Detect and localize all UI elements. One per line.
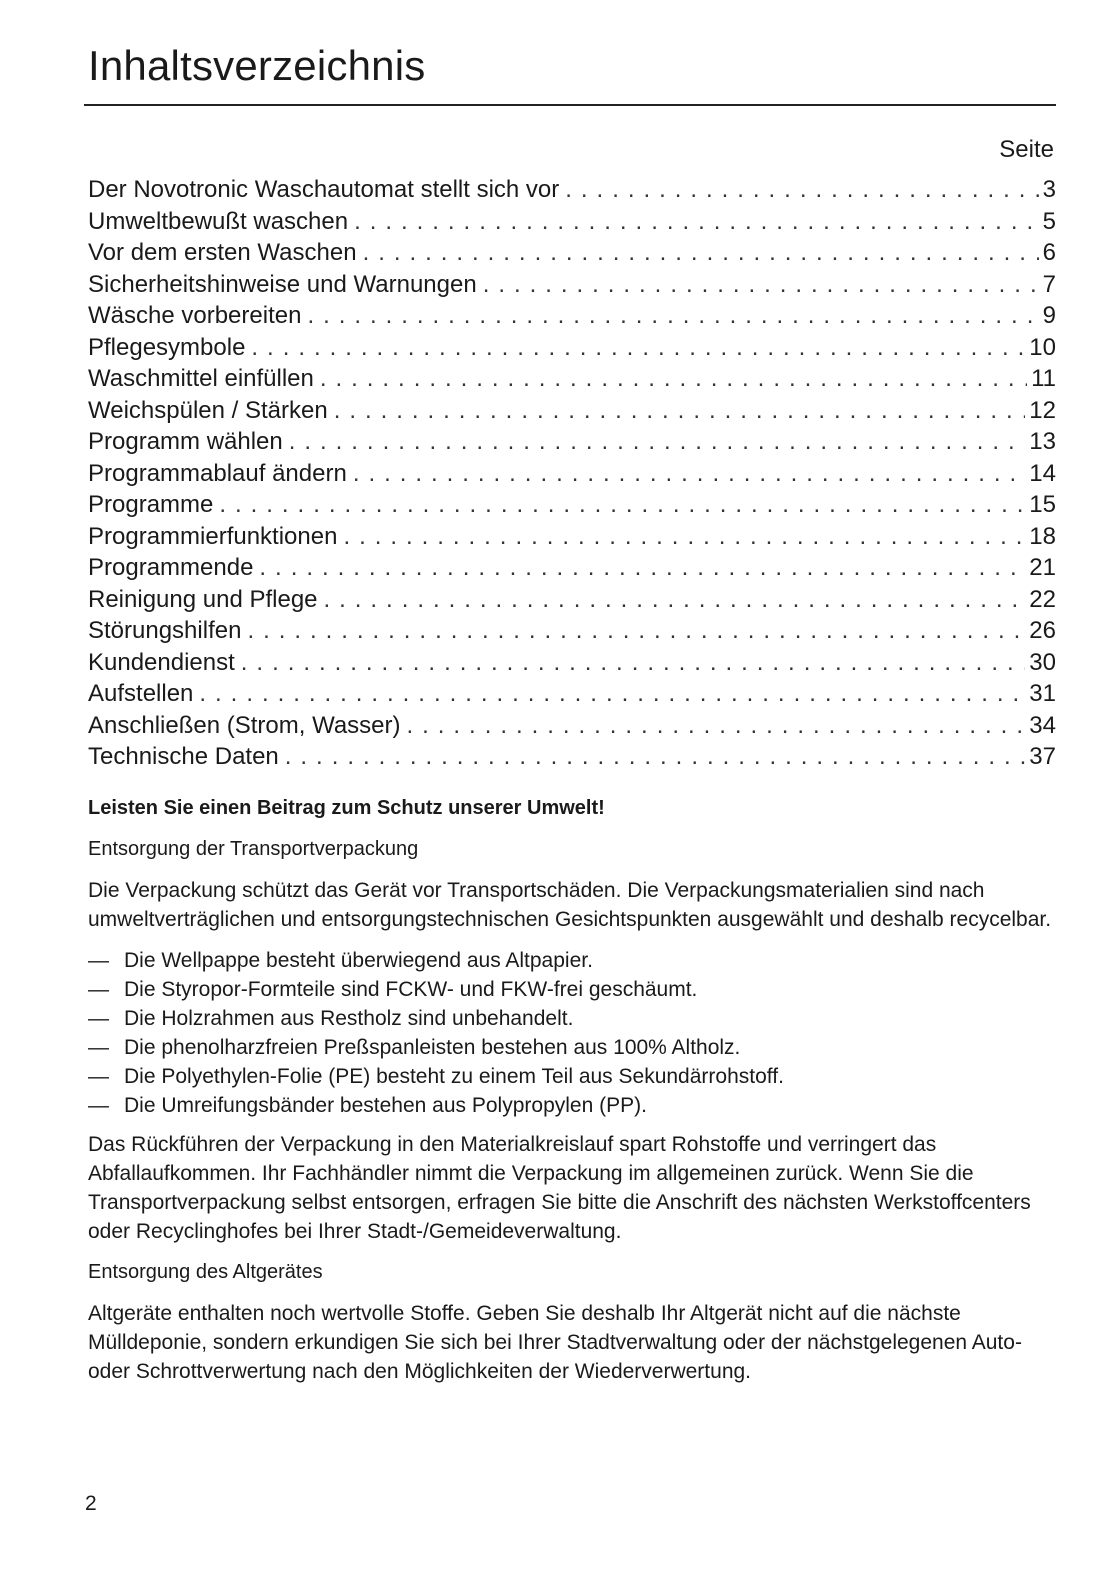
list-item-text: Die phenolharzfreien Preßspanleisten bestehen aus 100% Altholz. (124, 1036, 741, 1059)
toc-leader-dots (241, 647, 1026, 679)
toc-leader-dots (199, 678, 1025, 710)
toc-entry (88, 552, 1056, 584)
toc-entry (88, 300, 1056, 332)
toc-leader-dots (343, 521, 1025, 553)
toc-entry (88, 741, 1056, 773)
toc-entry-label: Vor dem ersten Waschen (88, 239, 357, 266)
toc-entry-page: 7 (1042, 270, 1056, 298)
toc-entry-page: 11 (1031, 365, 1056, 392)
toc-leader-dots (247, 615, 1025, 647)
toc-entry (88, 584, 1056, 616)
list-item-text: Die Holzrahmen aus Restholz sind unbehandelt. (124, 1007, 574, 1030)
dash-bullet: — (88, 1065, 109, 1088)
dash-bullet: — (88, 978, 109, 1001)
toc-leader-dots (320, 363, 1027, 395)
toc-entry-label: Anschließen (Strom, Wasser) (88, 711, 401, 739)
toc-entry-page: 26 (1029, 617, 1056, 644)
environment-heading: Leisten Sie einen Beitrag zum Schutz unserer Umwelt! (88, 797, 605, 819)
dash-bullet: — (88, 1007, 109, 1030)
toc-entry (88, 174, 1056, 206)
toc-entry-label: Programmende (88, 554, 254, 581)
toc-entry-page: 13 (1029, 428, 1056, 455)
environment-section (88, 794, 1056, 1398)
list-item (88, 1062, 1056, 1091)
title-divider (84, 104, 1056, 106)
toc-entry-label: Der Novotronic Waschautomat stellt sich vor (88, 176, 560, 203)
toc-entry-label: Technische Daten (88, 743, 279, 770)
toc-leader-dots (289, 426, 1026, 458)
toc-leader-dots (219, 489, 1025, 521)
toc-entry (88, 678, 1056, 710)
toc-entry (88, 269, 1056, 301)
transport-intro-text: Die Verpackung schützt das Gerät vor Transportschäden. Die Verpackungsmaterialien sind nach umweltverträglichen und entsorgungstechnischen Gesichtspunkten ausgewählt und deshalb recycelbar. (88, 879, 1052, 931)
page-title: Inhaltsverzeichnis (88, 42, 426, 89)
toc-leader-dots (324, 584, 1026, 616)
old-device-text: Altgeräte enthalten noch wertvolle Stoffe. Geben Sie deshalb Ihr Altgerät nicht auf die nächste Mülldeponie, sondern erkundigen Sie sich bei Ihrer Stadtverwaltung oder der nächstgelegenen Auto-oder Schrottverwertung nach den Möglichkeiten der Wiederverwertung. (88, 1302, 1022, 1383)
toc-entry (88, 237, 1056, 269)
toc-entry (88, 489, 1056, 521)
toc-entry (88, 363, 1056, 395)
old-device-heading: Entsorgung des Altgerätes (88, 1261, 323, 1283)
dash-bullet: — (88, 1094, 109, 1117)
toc-entry-page: 9 (1042, 302, 1056, 329)
transport-packaging-heading: Entsorgung der Transportverpackung (88, 838, 419, 860)
transport-closing-text: Das Rückführen der Verpackung in den Materialkreislauf spart Rohstoffe und verringert das Abfallaufkommen. Ihr Fachhändler nimmt die Verpackung im allgemeinen zurück. Wenn Sie die Transportverpackung selbst entsorgen, erfragen Sie bitte die Anschrift des nächsten Werkstoffcenters oder Recyclinghofes bei Ihrer Stadt-/Gemeideverwaltung. (88, 1133, 1031, 1243)
toc-entry (88, 206, 1056, 238)
toc-entry (88, 647, 1056, 679)
toc-leader-dots (307, 300, 1038, 332)
toc-entry-label: Weichspülen / Stärken (88, 396, 328, 424)
toc-leader-dots (565, 174, 1038, 206)
list-item (88, 946, 1056, 975)
toc-leader-dots (251, 332, 1025, 364)
list-item (88, 1004, 1056, 1033)
toc-entry-page: 18 (1029, 522, 1056, 550)
toc-entry (88, 521, 1056, 553)
toc-entry-label: Wäsche vorbereiten (88, 302, 302, 329)
list-item (88, 975, 1056, 1004)
list-item (88, 1033, 1056, 1062)
toc-entry-label: Sicherheitshinweise und Warnungen (88, 270, 477, 298)
toc-leader-dots (259, 552, 1025, 584)
list-item (88, 1091, 1056, 1120)
toc-entry-page: 3 (1042, 176, 1056, 203)
list-item-text: Die Wellpappe besteht überwiegend aus Altpapier. (124, 949, 593, 972)
toc-entry-label: Umweltbewußt waschen (88, 207, 349, 235)
toc-entry-page: 37 (1029, 743, 1056, 770)
toc-entry-label: Störungshilfen (88, 617, 242, 644)
toc-entry-label: Reinigung und Pflege (88, 585, 318, 613)
toc-entry-label: Aufstellen (88, 680, 194, 707)
toc-entry-page: 34 (1029, 711, 1056, 739)
list-item-text: Die Polyethylen-Folie (PE) besteht zu einem Teil aus Sekundärrohstoff. (124, 1065, 784, 1088)
toc-entry (88, 395, 1056, 427)
toc-leader-dots (353, 458, 1025, 490)
toc-leader-dots (334, 395, 1026, 427)
toc-entry-page: 21 (1029, 554, 1056, 581)
page-number: 2 (85, 1492, 97, 1515)
toc-entry-label: Waschmittel einfüllen (88, 365, 314, 392)
list-item-text: Die Styropor-Formteile sind FCKW- und FKW-frei geschäumt. (124, 978, 698, 1001)
toc-entry-page: 30 (1029, 648, 1056, 676)
toc-leader-dots (483, 269, 1039, 301)
toc-entry-label: Pflegesymbole (88, 333, 246, 361)
toc-leader-dots (354, 206, 1039, 238)
toc-entry (88, 615, 1056, 647)
table-of-contents (88, 174, 1056, 773)
toc-entry-label: Programmablauf ändern (88, 459, 347, 487)
toc-entry-label: Kundendienst (88, 648, 235, 676)
toc-entry-page: 10 (1029, 333, 1056, 361)
toc-entry-page: 22 (1029, 585, 1056, 613)
packaging-materials-list (88, 946, 1056, 1120)
toc-entry (88, 458, 1056, 490)
toc-entry-page: 12 (1029, 396, 1056, 424)
dash-bullet: — (88, 949, 109, 972)
toc-entry (88, 710, 1056, 742)
toc-entry-label: Programme (88, 491, 214, 518)
toc-entry-page: 31 (1029, 680, 1056, 707)
page-column-label: Seite (999, 136, 1054, 163)
toc-entry (88, 332, 1056, 364)
list-item-text: Die Umreifungsbänder bestehen aus Polypropylen (PP). (124, 1094, 647, 1117)
toc-entry-page: 14 (1029, 459, 1056, 487)
toc-leader-dots (285, 741, 1026, 773)
toc-entry-label: Programmierfunktionen (88, 522, 338, 550)
toc-entry-page: 15 (1029, 491, 1056, 518)
toc-entry (88, 426, 1056, 458)
toc-leader-dots (363, 237, 1039, 269)
toc-entry-page: 5 (1042, 207, 1056, 235)
dash-bullet: — (88, 1036, 109, 1059)
toc-entry-page: 6 (1042, 239, 1056, 266)
toc-entry-label: Programm wählen (88, 428, 283, 455)
toc-leader-dots (407, 710, 1026, 742)
